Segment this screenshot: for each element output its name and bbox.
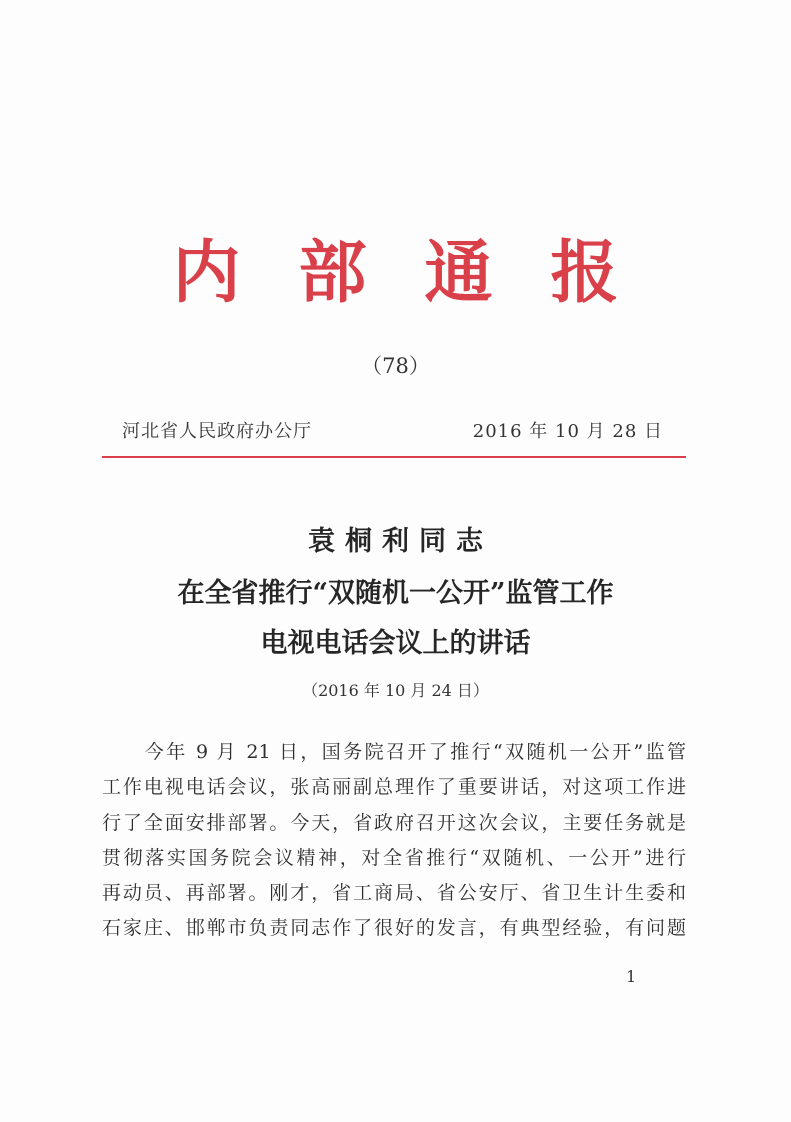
page-number: 1	[626, 967, 637, 986]
issue-date: 2016 年 10 月 28 日	[472, 421, 663, 442]
body-line: 石家庄、邯郸市负责同志作了很好的发言，有典型经验，有问题	[102, 917, 686, 940]
speech-title-occasion: 在全省推行“双随机一公开”监管工作	[177, 578, 614, 609]
issuing-office: 河北省人民政府办公厅	[122, 421, 312, 442]
speech-title-speaker: 袁桐利同志	[308, 526, 493, 557]
speech-date: （2016 年 10 月 24 日）	[302, 681, 489, 700]
body-line: 再动员、再部署。刚才，省工商局、省公安厅、省卫生计生委和	[102, 882, 686, 905]
body-paragraph	[102, 735, 686, 947]
speech-title-event: 电视电话会议上的讲话	[260, 628, 531, 659]
body-line: 工作电视电话会议，张高丽副总理作了重要讲话，对这项工作进	[102, 776, 686, 799]
body-line: 贯彻落实国务院会议精神，对全省推行“双随机、一公开”进行	[102, 846, 686, 869]
masthead-title: 内部通报	[172, 233, 677, 313]
red-divider-rule	[102, 456, 686, 458]
body-line: 行了全面安排部署。今天，省政府召开这次会议，主要任务就是	[102, 811, 686, 834]
issue-number: （78）	[361, 354, 430, 378]
body-line: 今年 9 月 21 日，国务院召开了推行“双随机一公开”监管	[102, 741, 686, 763]
